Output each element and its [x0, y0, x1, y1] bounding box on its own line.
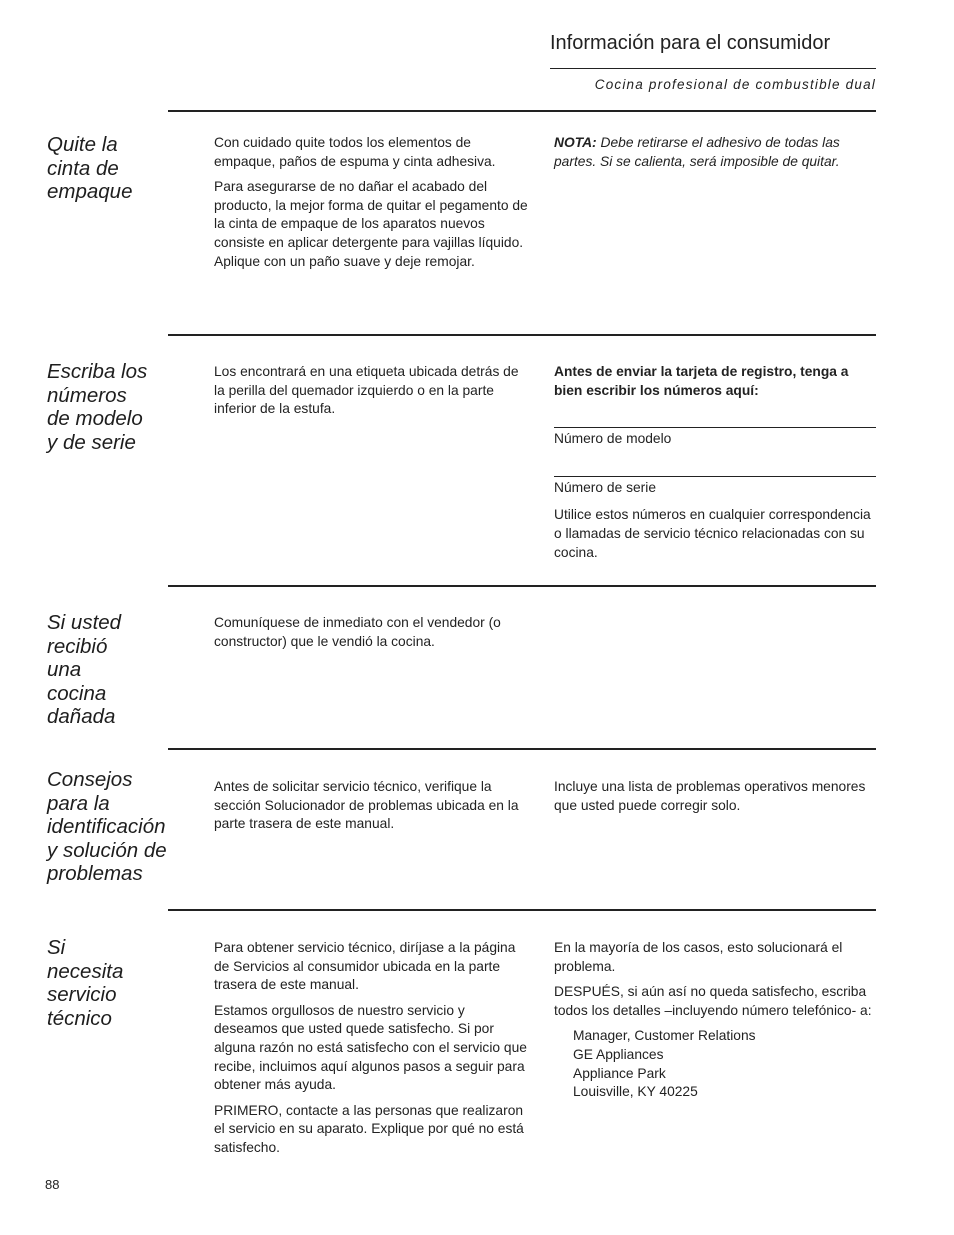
heading-line: de modelo: [47, 407, 143, 430]
model-number-label: Número de modelo: [554, 431, 672, 447]
paragraph: Antes de solicitar servicio técnico, verifique la sección Solucionador de problemas ubicada en la parte trasera de este manual.: [214, 779, 519, 832]
paragraph: Los encontrará en una etiqueta ubicada detrás de la perilla del quemador izquierdo o en la parte inferior de la estufa.: [214, 364, 519, 417]
heading-line: identificación: [47, 815, 166, 838]
section-divider: [168, 748, 876, 750]
address-line: Louisville, KY 40225: [573, 1084, 698, 1100]
paragraph: Incluye una lista de problemas operativos menores que usted puede corregir solo.: [554, 779, 866, 813]
section-model-serial-left: [214, 363, 532, 426]
serial-number-label: Número de serie: [554, 479, 656, 495]
heading-line: necesita: [47, 959, 124, 983]
section-divider: [168, 334, 876, 336]
section-packaging-note: [554, 134, 876, 178]
heading-line: y solución de: [47, 838, 167, 862]
registration-intro: Antes de enviar la tarjeta de registro, tenga a bien escribir los números aquí:: [554, 364, 849, 398]
heading-line: recibió: [47, 634, 108, 658]
section-heading-packaging-tape: [47, 133, 182, 204]
section-service-right: [554, 939, 876, 1102]
heading-line: una: [47, 658, 82, 681]
heading-line: dañada: [47, 705, 116, 728]
section-heading-service: [47, 936, 182, 1030]
note-text: Debe retirarse el adhesivo de todas las partes. Si se calienta, será imposible de quitar.: [554, 135, 840, 169]
paragraph: Estamos orgullosos de nuestro servicio y deseamos que usted quede satisfecho. Si por alguna razón no está satisfecho con el servicio que recibe, incluimos aquí algunos pasos a seguir para obtener más ayuda.: [214, 1002, 527, 1093]
heading-line: y de serie: [47, 430, 136, 454]
section-troubleshooting-left: [214, 778, 532, 841]
model-number-line: [554, 427, 876, 428]
heading-line: números: [47, 383, 127, 407]
paragraph: Con cuidado quite todos los elementos de empaque, paños de espuma y cinta adhesiva.: [214, 135, 496, 169]
heading-line: cocina: [47, 681, 107, 705]
section-heading-damaged-range: [47, 611, 182, 729]
heading-line: Escriba los: [47, 360, 148, 383]
serial-number-line: [554, 476, 876, 477]
paragraph: Comuníquese de inmediato con el vendedor (o constructor) que le vendió la cocina.: [214, 615, 501, 649]
heading-line: técnico: [47, 1006, 112, 1030]
section-troubleshooting-right: [554, 778, 876, 822]
page-header-subtitle: Cocina profesional de combustible dual: [594, 77, 876, 92]
address-line: Appliance Park: [573, 1065, 666, 1081]
heading-line: Si usted: [47, 611, 122, 634]
heading-line: problemas: [47, 862, 143, 885]
heading-line: Consejos: [47, 768, 133, 791]
mailing-address: [554, 1027, 876, 1101]
section-packaging-left: [214, 134, 532, 278]
header-divider: [550, 68, 876, 69]
section-service-left: [214, 939, 532, 1165]
section-divider: [168, 585, 876, 587]
heading-line: cinta de: [47, 156, 119, 180]
paragraph: Para obtener servicio técnico, diríjase a la página de Servicios al consumidor ubicada en la parte trasera de este manual.: [214, 940, 516, 993]
paragraph: En la mayoría de los casos, esto solucionará el problema.: [554, 940, 843, 974]
address-line: Manager, Customer Relations: [573, 1028, 756, 1044]
section-divider: [168, 110, 876, 112]
section-model-serial-right: [554, 363, 876, 569]
paragraph: DESPUÉS, si aún así no queda satisfecho, escriba todos los detalles –incluyendo número telefónico- a:: [554, 984, 872, 1018]
heading-line: para la: [47, 791, 110, 815]
heading-line: Si: [47, 936, 66, 959]
heading-line: Quite la: [47, 133, 118, 156]
paragraph: PRIMERO, contacte a las personas que realizaron el servicio en su aparato. Explique por qué no está satisfecho.: [214, 1102, 524, 1155]
section-divider: [168, 909, 876, 911]
heading-line: empaque: [47, 180, 133, 203]
page-header-title: Información para el consumidor: [550, 32, 831, 54]
page-number: 88: [45, 1177, 60, 1192]
heading-line: servicio: [47, 983, 117, 1006]
section-heading-troubleshooting: [47, 768, 182, 886]
section-damaged-left: [214, 614, 532, 658]
section-heading-model-serial: [47, 360, 182, 454]
paragraph: Para asegurarse de no dañar el acabado del producto, la mejor forma de quitar el pegamento de la cinta de empaque de los aparatos nuevos consiste en aplicar detergente para vajillas líquido. Aplique con un paño suave y deje remojar.: [214, 179, 528, 269]
address-line: GE Appliances: [573, 1046, 664, 1062]
note-label: NOTA:: [554, 135, 597, 150]
paragraph: Utilice estos números en cualquier correspondencia o llamadas de servicio técnico relacionadas con su cocina.: [554, 507, 871, 560]
